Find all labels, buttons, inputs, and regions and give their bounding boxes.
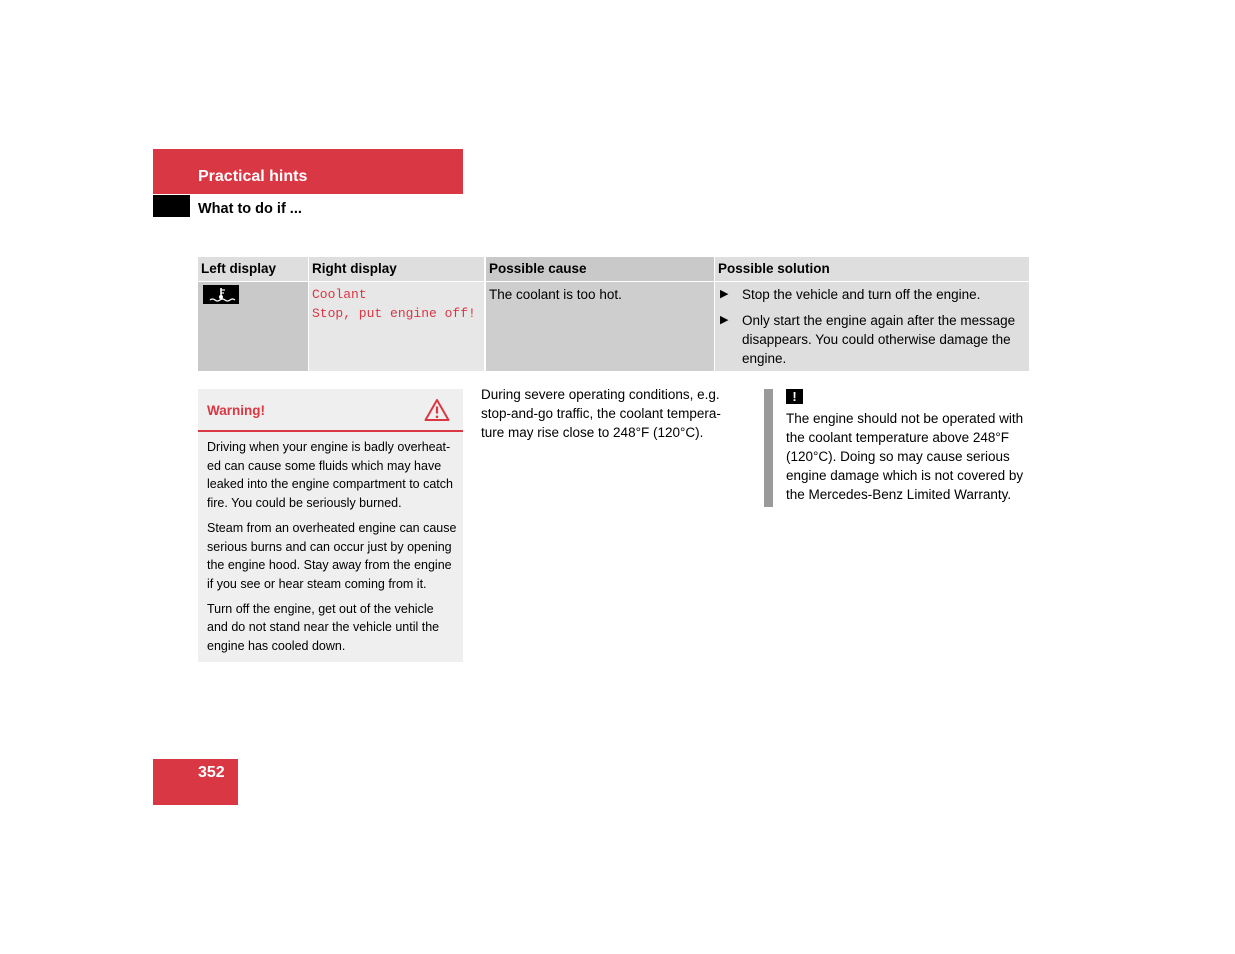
warning-paragraph: Turn off the engine, get out of the vehicle and do not stand near the vehicle until the engine has cooled down. — [207, 601, 440, 654]
column-possible-solution — [715, 257, 1029, 371]
warning-paragraph: Driving when your engine is badly overheat-ed can cause some fluids which may have leaked into the engine compartment to catch fire. You could be seriously burned. — [207, 440, 453, 511]
solution-text: Stop the vehicle and turn off the engine. — [742, 287, 981, 302]
page-number-box — [153, 759, 238, 805]
column-possible-cause — [486, 257, 714, 371]
warning-paragraph: Steam from an overheated engine can cause serious burns and can occur just by opening the engine hood. Stay away from the engine if you see or hear steam coming from it. — [207, 520, 457, 591]
bullet-arrow-icon: ▶ — [720, 288, 729, 300]
section-title: Practical hints — [198, 168, 308, 185]
solution-text: Only start the engine again after the message disappears. You could otherwise damage the engine. — [742, 313, 1016, 366]
column-header: Possible solution — [715, 257, 1029, 281]
warning-header — [198, 389, 463, 432]
display-messages-table — [198, 257, 1029, 371]
column-left-display — [198, 257, 308, 371]
exclamation-icon: ! — [786, 389, 803, 404]
display-message-line: Stop, put engine off! — [312, 306, 476, 321]
warning-body — [207, 438, 457, 662]
display-message-line: Coolant — [312, 287, 367, 302]
table-cell: The coolant is too hot. — [486, 282, 714, 371]
table-cell — [198, 282, 308, 371]
column-header: Possible cause — [486, 257, 714, 281]
warning-box — [198, 389, 463, 662]
table-cell — [309, 282, 484, 371]
column-right-display — [309, 257, 484, 371]
body-paragraph: During severe operating conditions, e.g. stop-and-go traffic, the coolant tempera-ture may rise close to 248°F (120°C). — [481, 387, 721, 440]
note-text: The engine should not be operated with the coolant temperature above 248°F (120°C). Doing so may cause serious engine damage which is not covered by the Mercedes-Benz Limited Warranty. — [786, 411, 1024, 502]
warning-triangle-icon — [424, 398, 450, 422]
subsection-title: What to do if ... — [198, 201, 302, 217]
page-number: 352 — [198, 764, 225, 781]
solution-item — [718, 311, 1026, 368]
coolant-temperature-icon — [203, 285, 239, 304]
column-header: Right display — [309, 257, 484, 281]
solution-item — [718, 285, 1026, 304]
table-cell — [715, 282, 1029, 371]
warning-label: Warning! — [207, 403, 265, 418]
column-header: Left display — [198, 257, 308, 281]
bullet-arrow-icon: ▶ — [720, 314, 729, 326]
subsection-marker — [153, 195, 190, 217]
note-bar — [764, 389, 773, 507]
